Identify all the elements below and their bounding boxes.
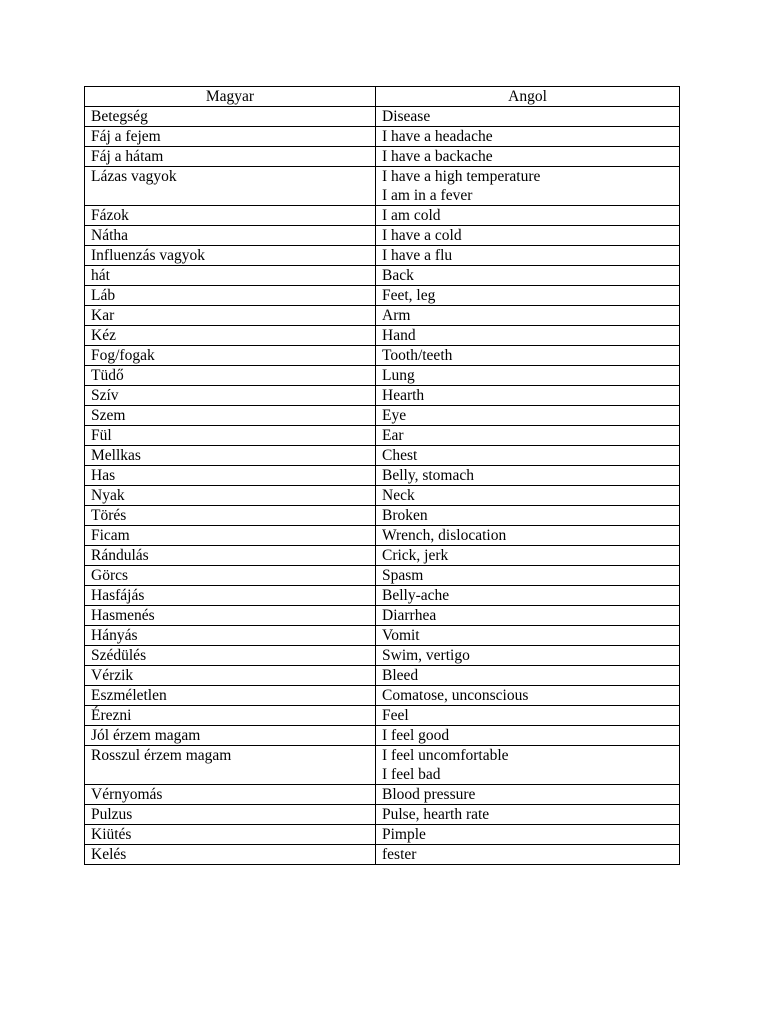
english-translation-line: Hand — [382, 327, 416, 344]
table-row — [85, 366, 680, 386]
english-translation-line: Arm — [382, 307, 411, 324]
english-translation-line: Spasm — [382, 567, 424, 584]
english-translation-cell — [376, 666, 680, 686]
table-row — [85, 306, 680, 326]
vocabulary-table — [84, 86, 680, 865]
english-translation-cell — [376, 506, 680, 526]
hungarian-term-cell: Görcs — [85, 566, 376, 586]
table-row — [85, 226, 680, 246]
table-row — [85, 206, 680, 226]
hungarian-term-cell: Szem — [85, 406, 376, 426]
english-translation-line: Crick, jerk — [382, 547, 449, 564]
hungarian-term-cell: Láb — [85, 286, 376, 306]
table-row — [85, 266, 680, 286]
english-translation-cell — [376, 746, 680, 785]
english-translation-cell — [376, 586, 680, 606]
english-translation-line: Diarrhea — [382, 607, 437, 624]
table-row — [85, 686, 680, 706]
table-row — [85, 286, 680, 306]
hungarian-term-cell: Ficam — [85, 526, 376, 546]
english-translation-cell — [376, 546, 680, 566]
english-translation-cell — [376, 526, 680, 546]
hungarian-term-cell: Vérnyomás — [85, 785, 376, 805]
hungarian-term-cell: hát — [85, 266, 376, 286]
english-translation-line: Back — [382, 267, 414, 284]
english-translation-line: Lung — [382, 367, 415, 384]
english-translation-cell — [376, 486, 680, 506]
english-translation-cell — [376, 825, 680, 845]
hungarian-term-cell: Szédülés — [85, 646, 376, 666]
english-translation-cell — [376, 107, 680, 127]
english-translation-line: I am in a fever — [382, 187, 473, 204]
table-row — [85, 606, 680, 626]
english-translation-cell — [376, 346, 680, 366]
hungarian-term-cell: Kelés — [85, 845, 376, 865]
hungarian-term-cell: Kar — [85, 306, 376, 326]
english-translation-line: Hearth — [382, 387, 425, 404]
table-row — [85, 666, 680, 686]
english-translation-line: Bleed — [382, 667, 419, 684]
english-translation-line: I have a high temperature — [382, 168, 541, 185]
table-row — [85, 346, 680, 366]
english-translation-cell — [376, 366, 680, 386]
table-row — [85, 845, 680, 865]
english-translation-cell — [376, 706, 680, 726]
hungarian-term-cell: Betegség — [85, 107, 376, 127]
english-translation-cell — [376, 147, 680, 167]
hungarian-term-cell: Mellkas — [85, 446, 376, 466]
english-translation-cell — [376, 606, 680, 626]
table-row — [85, 706, 680, 726]
hungarian-term-cell: Lázas vagyok — [85, 167, 376, 206]
english-translation-line: Disease — [382, 108, 431, 125]
english-translation-cell — [376, 446, 680, 466]
hungarian-term-cell: Kiütés — [85, 825, 376, 845]
table-header-row — [85, 87, 680, 107]
english-translation-cell — [376, 686, 680, 706]
english-translation-line: Ear — [382, 427, 404, 444]
english-translation-line: Pulse, hearth rate — [382, 806, 490, 823]
english-translation-line: I am cold — [382, 207, 441, 224]
table-row — [85, 406, 680, 426]
hungarian-term-cell: Jól érzem magam — [85, 726, 376, 746]
english-translation-cell — [376, 566, 680, 586]
english-translation-line: I feel good — [382, 727, 450, 744]
english-translation-cell — [376, 246, 680, 266]
table-row — [85, 805, 680, 825]
table-row — [85, 726, 680, 746]
english-translation-cell — [376, 306, 680, 326]
column-header-english: Angol — [376, 87, 680, 107]
english-translation-line: Eye — [382, 407, 407, 424]
hungarian-term-cell: Has — [85, 466, 376, 486]
english-translation-line: Feel — [382, 707, 409, 724]
table-row — [85, 486, 680, 506]
hungarian-term-cell: Érezni — [85, 706, 376, 726]
hungarian-term-cell: Influenzás vagyok — [85, 246, 376, 266]
table-row — [85, 386, 680, 406]
english-translation-cell — [376, 426, 680, 446]
table-row — [85, 446, 680, 466]
english-translation-line: Neck — [382, 487, 415, 504]
hungarian-term-cell: Nyak — [85, 486, 376, 506]
table-row — [85, 626, 680, 646]
english-translation-line: Chest — [382, 447, 418, 464]
english-translation-line: Comatose, unconscious — [382, 687, 529, 704]
table-row — [85, 785, 680, 805]
hungarian-term-cell: Fáj a fejem — [85, 127, 376, 147]
english-translation-line: Belly, stomach — [382, 467, 474, 484]
english-translation-line: Belly-ache — [382, 587, 450, 604]
hungarian-term-cell: Hasfájás — [85, 586, 376, 606]
english-translation-line: Wrench, dislocation — [382, 527, 507, 544]
table-row — [85, 466, 680, 486]
english-translation-line: Tooth/teeth — [382, 347, 453, 364]
english-translation-line: Vomit — [382, 627, 420, 644]
table-row — [85, 246, 680, 266]
hungarian-term-cell: Hányás — [85, 626, 376, 646]
english-translation-cell — [376, 286, 680, 306]
english-translation-cell — [376, 326, 680, 346]
english-translation-cell — [376, 386, 680, 406]
hungarian-term-cell: Rándulás — [85, 546, 376, 566]
hungarian-term-cell: Pulzus — [85, 805, 376, 825]
hungarian-term-cell: Nátha — [85, 226, 376, 246]
english-translation-cell — [376, 845, 680, 865]
table-row — [85, 546, 680, 566]
table-row — [85, 107, 680, 127]
english-translation-cell — [376, 266, 680, 286]
hungarian-term-cell: Kéz — [85, 326, 376, 346]
english-translation-cell — [376, 406, 680, 426]
table-row — [85, 566, 680, 586]
table-row — [85, 167, 680, 206]
table-row — [85, 586, 680, 606]
table-row — [85, 127, 680, 147]
english-translation-line: Blood pressure — [382, 786, 476, 803]
hungarian-term-cell: Hasmenés — [85, 606, 376, 626]
hungarian-term-cell: Törés — [85, 506, 376, 526]
table-body — [85, 107, 680, 865]
table-row — [85, 506, 680, 526]
column-header-hungarian: Magyar — [85, 87, 376, 107]
english-translation-cell — [376, 646, 680, 666]
table-row — [85, 526, 680, 546]
english-translation-cell — [376, 226, 680, 246]
english-translation-line: I feel uncomfortable — [382, 747, 509, 764]
english-translation-line: Feet, leg — [382, 287, 436, 304]
table-row — [85, 426, 680, 446]
hungarian-term-cell: Vérzik — [85, 666, 376, 686]
table-row — [85, 646, 680, 666]
english-translation-line: Pimple — [382, 826, 426, 843]
english-translation-line: I have a cold — [382, 227, 462, 244]
table-row — [85, 326, 680, 346]
table-row — [85, 746, 680, 785]
english-translation-cell — [376, 805, 680, 825]
table-row — [85, 825, 680, 845]
hungarian-term-cell: Fázok — [85, 206, 376, 226]
english-translation-line: I have a backache — [382, 148, 493, 165]
english-translation-line: I have a flu — [382, 247, 453, 264]
english-translation-line: I feel bad — [382, 766, 441, 783]
hungarian-term-cell: Tüdő — [85, 366, 376, 386]
english-translation-cell — [376, 466, 680, 486]
english-translation-line: Swim, vertigo — [382, 647, 470, 664]
english-translation-line: Broken — [382, 507, 428, 524]
english-translation-cell — [376, 726, 680, 746]
english-translation-cell — [376, 785, 680, 805]
hungarian-term-cell: Szív — [85, 386, 376, 406]
hungarian-term-cell: Eszméletlen — [85, 686, 376, 706]
english-translation-cell — [376, 626, 680, 646]
english-translation-cell — [376, 127, 680, 147]
hungarian-term-cell: Rosszul érzem magam — [85, 746, 376, 785]
hungarian-term-cell: Fog/fogak — [85, 346, 376, 366]
table-row — [85, 147, 680, 167]
english-translation-cell — [376, 167, 680, 206]
hungarian-term-cell: Fül — [85, 426, 376, 446]
english-translation-cell — [376, 206, 680, 226]
english-translation-line: I have a headache — [382, 128, 493, 145]
hungarian-term-cell: Fáj a hátam — [85, 147, 376, 167]
english-translation-line: fester — [382, 846, 417, 863]
